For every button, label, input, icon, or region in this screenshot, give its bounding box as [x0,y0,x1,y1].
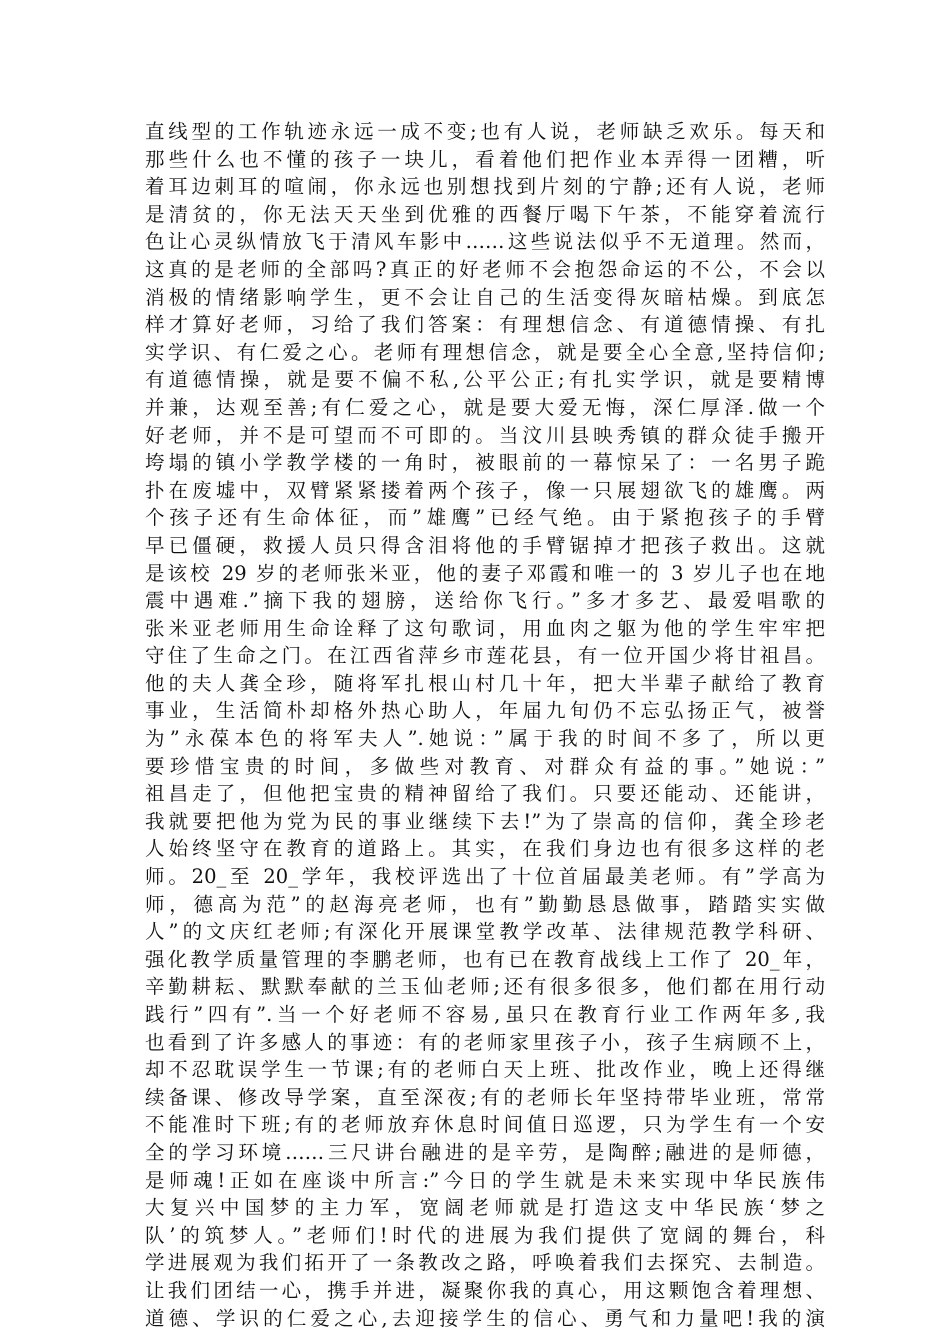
text-line: 着耳边刺耳的喧闹，你永远也别想找到片刻的宁静;还有人说，老师 [145,175,825,199]
text-line: 这真的是老师的全部吗?真正的好老师不会抱怨命运的不公，不会以 [145,257,825,281]
text-line: 事业，生活简朴却格外热心助人，年届九旬仍不忘弘扬正气，被誉 [145,699,825,723]
text-line: 人始终坚守在教育的道路上。其实，在我们身边也有很多这样的老 [145,837,825,861]
text-line: 扑在废墟中，双臂紧紧搂着两个孩子，像一只展翅欲飞的雄鹰。两 [145,478,825,502]
text-line: 并兼，达观至善;有仁爱之心，就是要大爱无悔，深仁厚泽.做一个 [145,395,825,419]
text-line: 样才算好老师，习给了我们答案：有理想信念、有道德情操、有扎 [145,313,825,337]
text-line: 守住了生命之门。在江西省萍乡市莲花县，有一位开国少将甘祖昌。 [145,644,825,668]
text-line: 全的学习环境……三尺讲台融进的是辛劳，是陶醉;融进的是师德， [145,1140,825,1164]
text-line: 祖昌走了，但他把宝贵的精神留给了我们。只要还能动、还能讲， [145,782,825,806]
text-line: 是该校 29 岁的老师张米亚，他的妻子邓霞和唯一的 3 岁儿子也在地 [145,561,825,585]
text-line: 好老师，并不是可望而不可即的。当汶川县映秀镇的群众徒手搬开 [145,423,825,447]
text-line: 道德、学识的仁爱之心,去迎接学生的信心、勇气和力量吧!我的演 [145,1306,825,1330]
text-line: 张米亚老师用生命诠释了这句歌词，用血肉之躯为他的学生牢牢把 [145,616,825,640]
text-line: 消极的情绪影响学生，更不会让自己的生活变得灰暗枯燥。到底怎 [145,285,825,309]
text-line: 大复兴中国梦的主力军，宽阔老师就是打造这支中华民族‘梦之 [145,1196,825,1220]
text-line: 让我们团结一心，携手并进，凝聚你我的真心，用这颗饱含着理想、 [145,1278,825,1302]
text-line: 队’的筑梦人。”老师们!时代的进展为我们提供了宽阔的舞台，科 [145,1223,825,1247]
text-line: 师，德高为范”的赵海亮老师，也有”勤勤恳恳做事，踏踏实实做 [145,892,825,916]
text-line: 震中遇难.”摘下我的翅膀，送给你飞行。”多才多艺、最爱唱歌的 [145,589,825,613]
text-line: 为”永葆本色的将军夫人”.她说：”属于我的时间不多了，所以更 [145,727,825,751]
text-line: 是师魂!正如在座谈中所言:”今日的学生就是未来实现中华民族伟 [145,1168,825,1192]
text-line: 直线型的工作轨迹永远一成不变;也有人说，老师缺乏欢乐。每天和 [145,120,825,143]
text-line: 是清贫的，你无法天天坐到优雅的西餐厅喝下午茶，不能穿着流行 [145,202,825,226]
text-line: 早已僵硬，救援人员只得含泪将他的手臂锯掉才把孩子救出。这就 [145,533,825,557]
text-line: 那些什么也不懂的孩子一块儿，看着他们把作业本弄得一团糟，听 [145,147,825,171]
text-line: 强化教学质量管理的李鹏老师，也有已在教育战线上工作了 20_年， [145,947,825,971]
text-line: 色让心灵纵情放飞于清风车影中……这些说法似乎不无道理。然而， [145,230,825,254]
text-line: 续备课、修改导学案，直至深夜;有的老师长年坚持带毕业班，常常 [145,1085,825,1109]
text-line: 学进展观为我们拓开了一条教改之路，呼唤着我们去探究、去制造。 [145,1251,825,1275]
text-line: 垮塌的镇小学教学楼的一角时，被眼前的一幕惊呆了：一名男子跪 [145,451,825,475]
text-line: 要珍惜宝贵的时间，多做些对教育、对群众有益的事。”她说：” [145,754,825,778]
text-line: 人”的文庆红老师;有深化开展课堂教学改革、法律规范教学科研、 [145,920,825,944]
text-line: 他的夫人龚全珍，随将军扎根山村几十年，把大半辈子献给了教育 [145,671,825,695]
text-line: 不能准时下班;有的老师放弃休息时间值日巡逻，只为学生有一个安 [145,1113,825,1137]
text-line: 实学识、有仁爱之心。老师有理想信念，就是要全心全意,坚持信仰; [145,340,825,364]
text-line: 却不忍耽误学生一节课;有的老师白天上班、批改作业，晚上还得继 [145,1058,825,1082]
text-line: 有道德情操，就是要不偏不私,公平公正;有扎实学识，就是要精博 [145,368,825,392]
text-line: 个孩子还有生命体征，而”雄鹰”已经气绝。由于紧抱孩子的手臂 [145,506,825,530]
text-line: 师。20_至 20_学年，我校评选出了十位首届最美老师。有”学高为 [145,865,825,889]
text-line: 也看到了许多感人的事迹：有的老师家里孩子小，孩子生病顾不上， [145,1030,825,1054]
text-line: 辛勤耕耘、默默奉献的兰玉仙老师;还有很多很多，他们都在用行动 [145,975,825,999]
text-line: 践行”四有”.当一个好老师不容易,虽只在教育行业工作两年多,我 [145,1003,825,1026]
text-line: 我就要把他为党为民的事业继续下去!”为了崇高的信仰，龚全珍老 [145,809,825,833]
body-text [145,118,825,1332]
